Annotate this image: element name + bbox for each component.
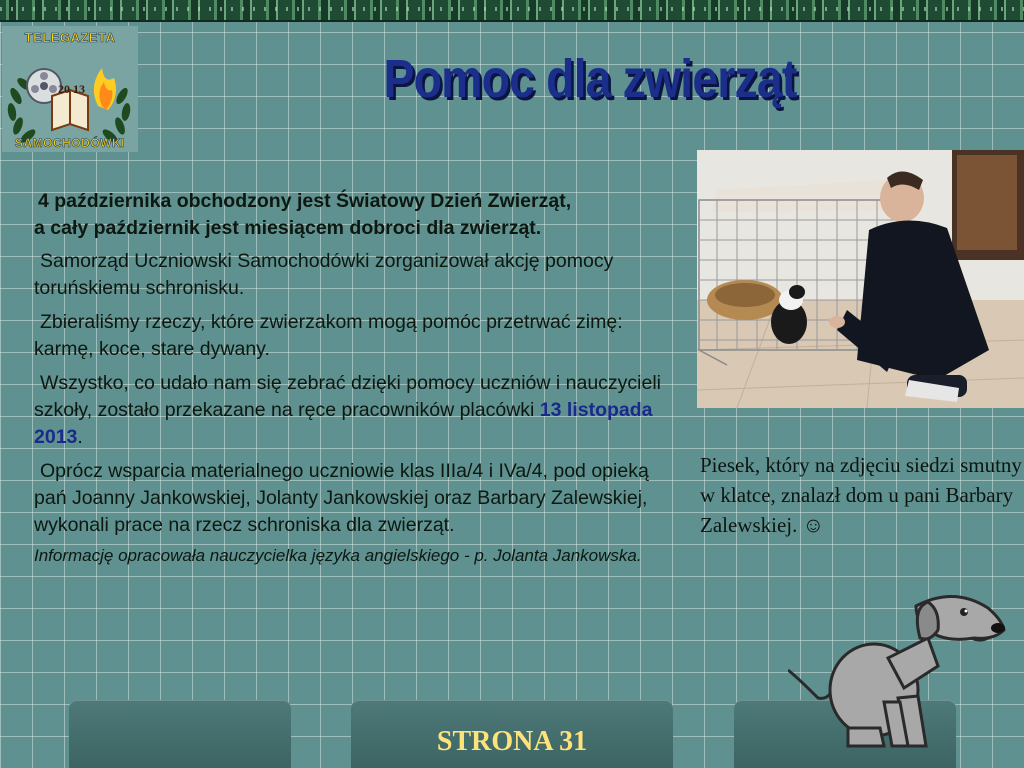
article-credit: Informację opracowała nauczycielka języka angielskiego - p. Jolanta Jankowska.	[34, 546, 642, 565]
circuit-header-band	[0, 0, 1024, 22]
article-paragraph-1: Samorząd Uczniowski Samochodówki zorganizował akcję pomocy toruńskiemu schronisku.	[34, 250, 614, 299]
event-date: 13 listopada 2013	[34, 399, 653, 448]
logo-bottom-text: SAMOCHODÓWKI	[15, 136, 125, 150]
article-lead-line2: a cały październik jest miesiącem dobroci dla zwierząt.	[34, 217, 542, 239]
paragraph-3-end: .	[77, 426, 83, 448]
page-title: Pomoc dla zwierząt	[383, 49, 797, 109]
paragraph-3-text: Wszystko, co udało nam się zebrać dzięki pomocy uczniów i nauczycieli szkoły, zostało przekazane na ręce pracowników placówki	[34, 372, 662, 421]
cartoon-dog-image	[788, 578, 1008, 748]
article-lead-line1: 4 października obchodzony jest Światowy Dzień Zwierząt,	[38, 190, 572, 212]
article-paragraph-4: Oprócz wsparcia materialnego uczniowie klas IIIa/4 i IVa/4, pod opieką pań Joanny Jankowskiej, Jolanty Jankowskiej oraz Barbary Zalewskiej, wykonali prace na rzecz schroniska dla zwierząt.	[34, 460, 649, 536]
logo-year: 20 13	[58, 82, 85, 96]
article-body	[34, 188, 680, 576]
footer-tab-left	[69, 700, 291, 768]
photo-caption: Piesek, który na zdjęciu siedzi smutny w klatce, znalazł dom u pani Barbary Zalewskiej. ☺	[700, 453, 1022, 537]
page-number: STRONA 31	[436, 726, 588, 757]
logo-top-text: TELEGAZETA	[24, 30, 116, 45]
dog-cage-photo	[697, 150, 1024, 408]
article-paragraph-3	[34, 370, 680, 451]
article-paragraph-2: Zbieraliśmy rzeczy, które zwierzakom mogą pomóc przetrwać zimę: karmę, koce, stare dywany.	[34, 311, 623, 360]
telegazeta-logo[interactable]	[2, 26, 138, 152]
